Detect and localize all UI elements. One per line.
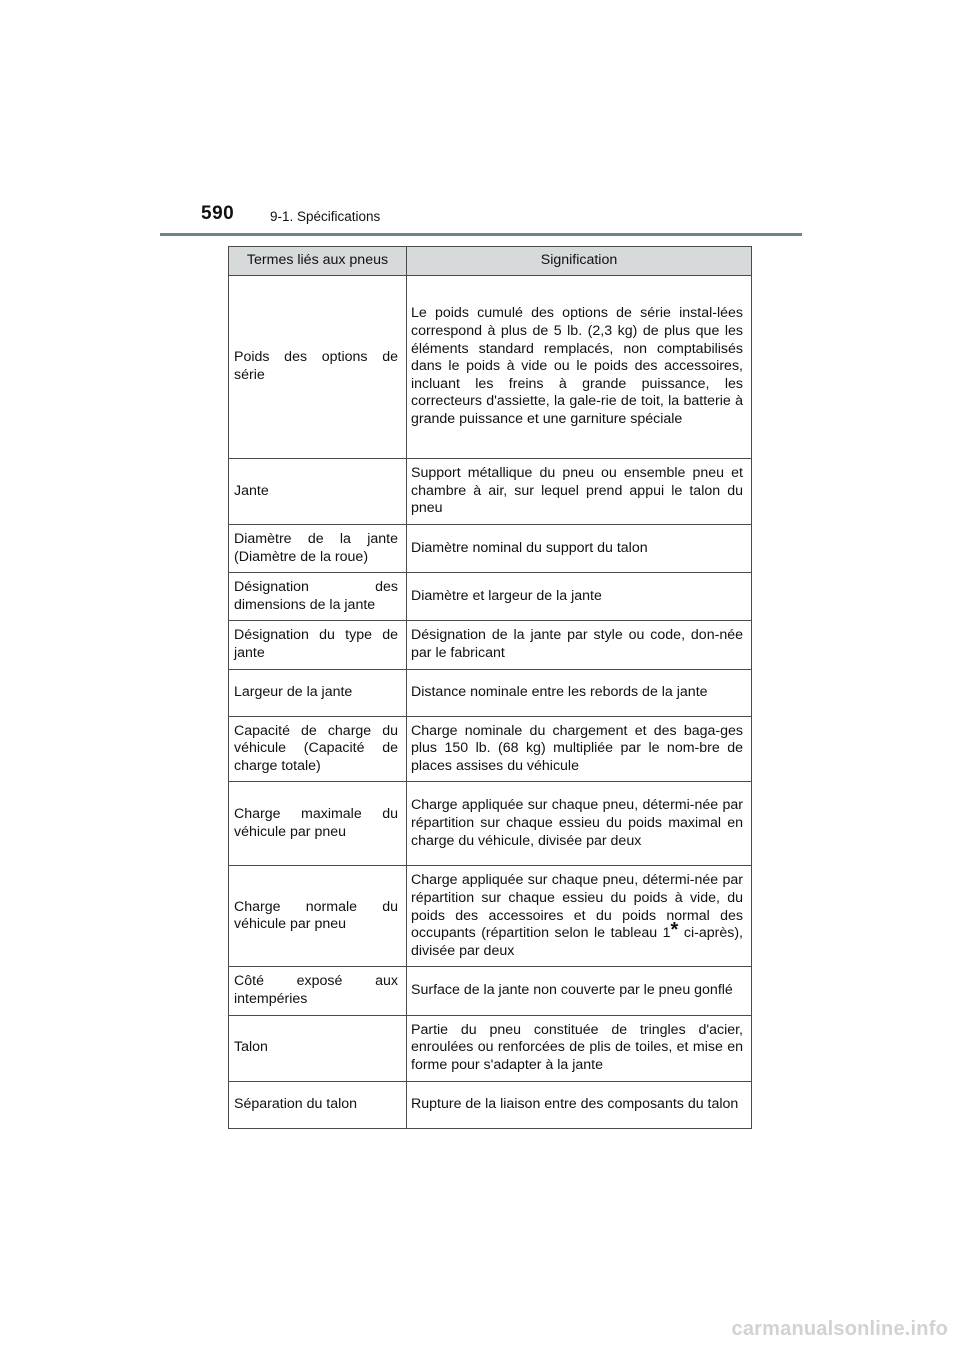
table-row <box>229 459 752 525</box>
term-cell: Diamètre de la jante (Diamètre de la roue) <box>229 525 407 573</box>
table-row <box>229 525 752 573</box>
definition-cell: Rupture de la liaison entre des composants du talon <box>407 1081 752 1128</box>
table-row <box>229 1015 752 1081</box>
table-row <box>229 782 752 866</box>
term-cell: Jante <box>229 459 407 525</box>
definition-cell: Charge appliquée sur chaque pneu, détermi-née par répartition sur chaque essieu du poids maximal en charge du véhicule, divisée par deux <box>407 782 752 866</box>
term-cell: Capacité de charge du véhicule (Capacité de charge totale) <box>229 716 407 782</box>
table-header-row <box>229 247 752 276</box>
definition-cell: Le poids cumulé des options de série instal-lées correspond à plus de 5 lb. (2,3 kg) de plus que les éléments standard remplacés, non comptabilisés dans le poids à vide ou le poids des accessoires, incluant les freins à grande puissance, les correcteurs d'assiette, la gale-rie de toit, la batterie à grande puissance et une garniture spéciale <box>407 276 752 459</box>
section-title: 9-1. Spécifications <box>270 209 381 224</box>
definition-cell: Surface de la jante non couverte par le pneu gonflé <box>407 967 752 1015</box>
table-row <box>229 669 752 716</box>
definition-text: Charge appliquée sur chaque pneu, détermi-née par répartition sur chaque essieu du poids à vide, du poids des accessoires et du poids normal des occupants (répartition selon le tableau 1 <box>411 872 743 942</box>
definition-cell: Désignation de la jante par style ou code, don-née par le fabricant <box>407 621 752 669</box>
term-cell: Charge maximale du véhicule par pneu <box>229 782 407 866</box>
definition-cell: Charge nominale du chargement et des baga-ges plus 150 lb. (68 kg) multipliée par le nom-bre de places assises du véhicule <box>407 716 752 782</box>
column-header-definition: Signification <box>407 247 752 276</box>
watermark: carmanualsonline.info <box>731 1318 948 1340</box>
table-row <box>229 621 752 669</box>
term-cell: Désignation du type de jante <box>229 621 407 669</box>
table-row <box>229 716 752 782</box>
term-cell: Charge normale du véhicule par pneu <box>229 866 407 967</box>
definition-cell <box>407 866 752 967</box>
definition-cell: Diamètre nominal du support du talon <box>407 525 752 573</box>
definition-cell: Support métallique du pneu ou ensemble pneu et chambre à air, sur lequel prend appui le talon du pneu <box>407 459 752 525</box>
definition-text-continued: ci-après), divisée par deux <box>411 925 744 959</box>
definition-cell: Partie du pneu constituée de tringles d'acier, enroulées ou renforcées de plis de toiles, et mise en forme pour s'adapter à la jante <box>407 1015 752 1081</box>
column-header-term: Termes liés aux pneus <box>229 247 407 276</box>
term-cell: Talon <box>229 1015 407 1081</box>
table-row <box>229 573 752 621</box>
page-number: 590 <box>201 203 235 224</box>
definition-cell: Distance nominale entre les rebords de la jante <box>407 669 752 716</box>
page-header <box>0 0 960 240</box>
header-divider <box>160 233 802 236</box>
definition-cell: Diamètre et largeur de la jante <box>407 573 752 621</box>
term-cell: Poids des options de série <box>229 276 407 459</box>
term-cell: Côté exposé aux intempéries <box>229 967 407 1015</box>
table-row <box>229 967 752 1015</box>
table-row <box>229 866 752 967</box>
table-row <box>229 276 752 459</box>
table-row <box>229 1081 752 1128</box>
asterisk-footnote-mark: * <box>670 919 679 942</box>
term-cell: Désignation des dimensions de la jante <box>229 573 407 621</box>
term-cell: Largeur de la jante <box>229 669 407 716</box>
term-cell: Séparation du talon <box>229 1081 407 1128</box>
tire-terms-table <box>228 246 752 1129</box>
